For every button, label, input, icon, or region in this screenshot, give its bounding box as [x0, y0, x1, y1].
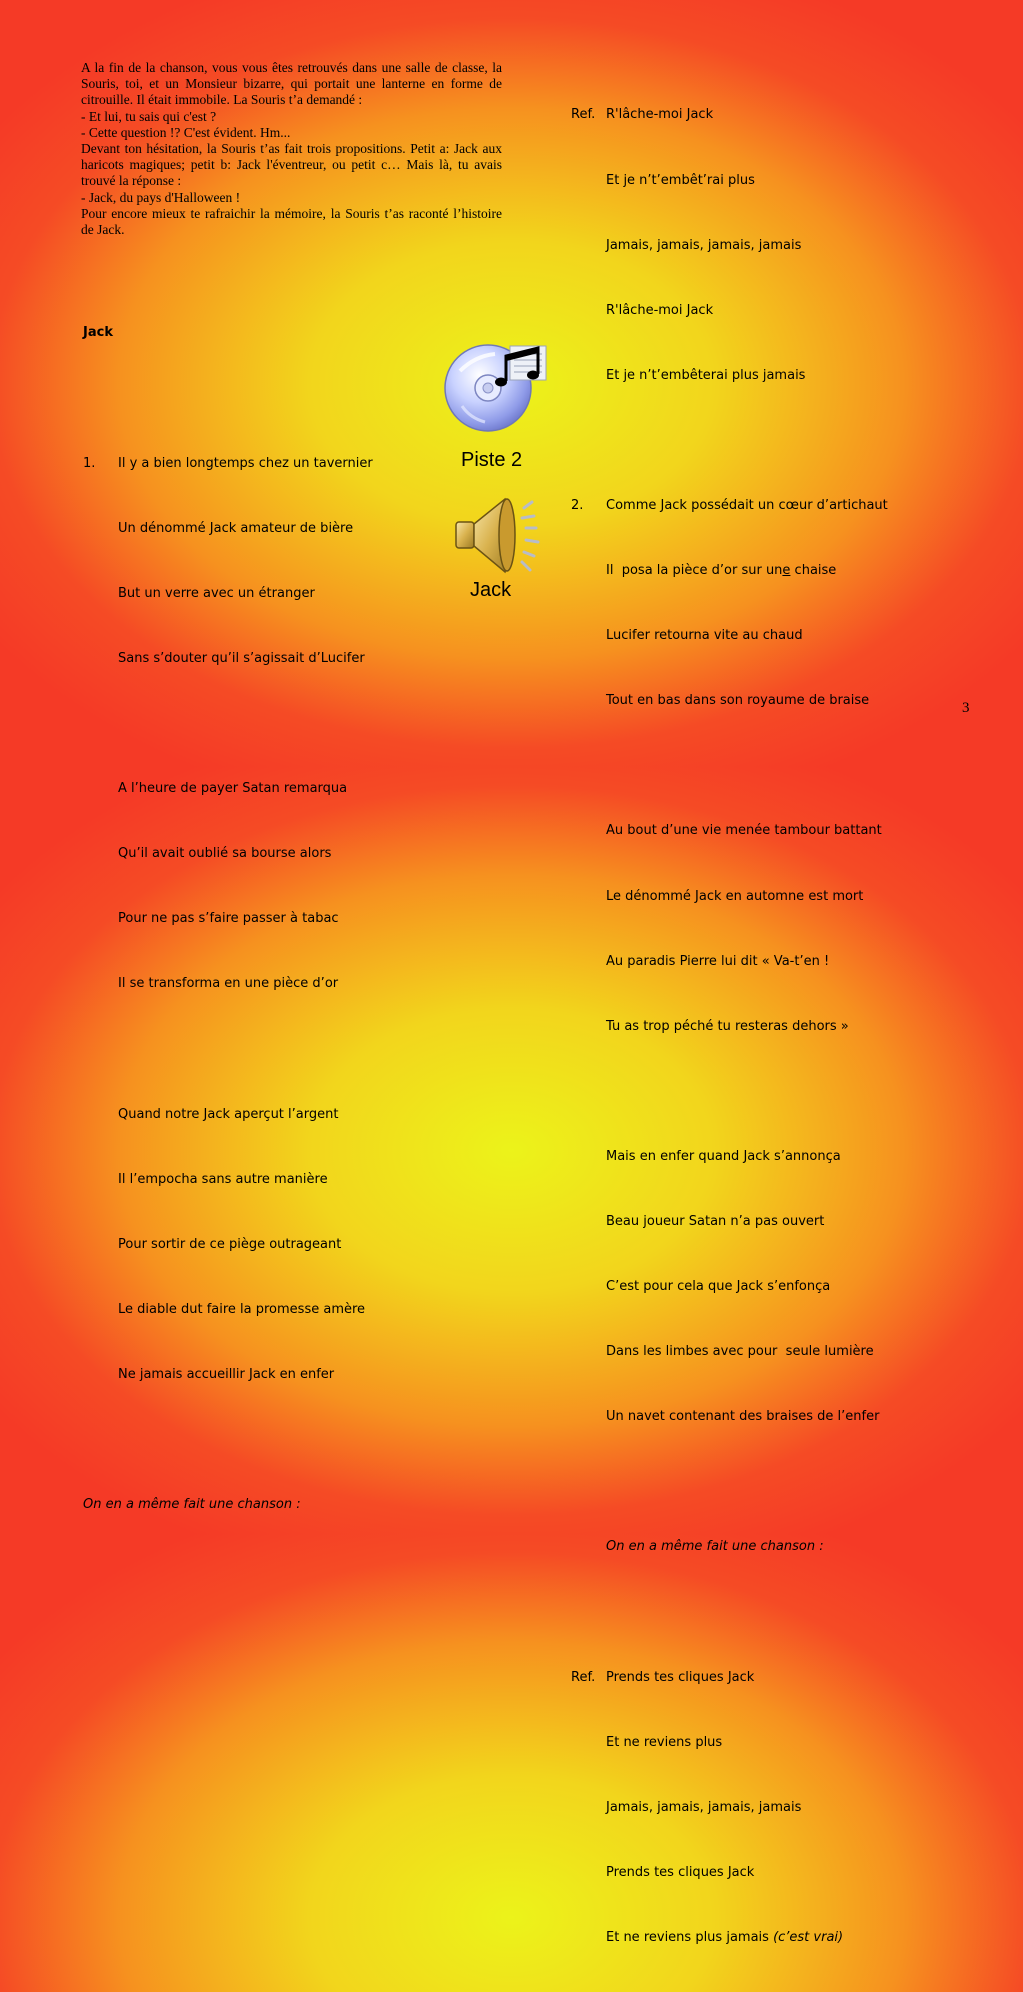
lyric-aside: (c’est vrai): [773, 1930, 844, 1946]
lyric-line: Jamais, jamais, jamais, jamais: [606, 1799, 802, 1815]
lyric-line: Tu as trop péché tu resteras dehors »: [606, 1018, 849, 1034]
lyric-line: Qu’il avait oublié sa bourse alors: [118, 846, 332, 862]
lyric-line: Le dénommé Jack en automne est mort: [606, 888, 864, 904]
lyric-line: Quand notre Jack aperçut l’argent: [118, 1106, 339, 1122]
page-number: 3: [962, 700, 970, 716]
chorus-intro: On en a même fait une chanson :: [606, 1539, 824, 1555]
intro-line: - Jack, du pays d'Halloween !: [81, 189, 241, 205]
lyric-line: Et ne reviens plus: [606, 1734, 723, 1750]
cd-music-icon[interactable]: [440, 336, 550, 436]
intro-line: Pour encore mieux te rafraichir la mémoire, la Souris t’as raconté l’histoire de Jack.: [81, 205, 502, 238]
lyric-line: [606, 560, 836, 582]
lyric-line: Pour sortir de ce piège outrageant: [118, 1236, 342, 1252]
lyric-line: Jamais, jamais, jamais, jamais: [606, 237, 802, 253]
lyric-line: Prends tes cliques Jack: [606, 1669, 755, 1685]
lyric-line: But un verre avec un étranger: [118, 585, 315, 601]
lyric-line: Lucifer retourna vite au chaud: [606, 628, 803, 644]
speaker-icon[interactable]: [450, 494, 550, 579]
lyric-line: Pour ne pas s’faire passer à tabac: [118, 911, 339, 927]
lyric-line: R'lâche-moi Jack: [606, 302, 714, 318]
lyric-line: R'lâche-moi Jack: [606, 107, 714, 123]
lyric-line: Au bout d’une vie menée tambour battant: [606, 823, 882, 839]
lyric-line: Comme Jack possédait un cœur d’artichaut: [606, 497, 888, 513]
lyric-line: A l’heure de payer Satan remarqua: [118, 781, 348, 797]
lyric-line: Et je n’t’embêterai plus jamais: [606, 367, 806, 383]
intro-line: Devant ton hésitation, la Souris t’as fait trois propositions. Petit a: Jack aux haricots magiques; petit b: Jack l'éventreur, ou petit c… Mais là, tu avais trouvé la réponse :: [81, 141, 502, 189]
lyric-line: Tout en bas dans son royaume de braise: [606, 693, 870, 709]
lyric-line: Il se transforma en une pièce d’or: [118, 976, 339, 992]
speaker-label: Jack: [470, 579, 512, 601]
lyric-line: [606, 1927, 843, 1949]
intro-line: A la fin de la chanson, vous vous êtes retrouvés dans une salle de classe, la Souris, toi, et un Monsieur bizarre, qui portait une lanterne en forme de citrouille. Il était immobile. La Souris t’a demandé :: [81, 60, 502, 108]
lyric-fragment: chaise: [790, 563, 837, 579]
verse-number: 2.: [571, 497, 584, 513]
lyric-line: Prends tes cliques Jack: [606, 1864, 755, 1880]
lyric-line: Un dénommé Jack amateur de bière: [118, 520, 354, 536]
lyric-line: Il l’empocha sans autre manière: [118, 1171, 328, 1187]
lyric-line: Sans s’douter qu’il s’agissait d’Lucifer: [118, 650, 365, 666]
chorus-intro: On en a même fait une chanson :: [83, 1497, 301, 1513]
intro-line: - Et lui, tu sais qui c'est ?: [81, 108, 217, 124]
underlined-letter: e: [782, 563, 791, 579]
lyric-fragment: Et ne reviens plus jamais: [606, 1930, 774, 1946]
lyric-line: Ne jamais accueillir Jack en enfer: [118, 1366, 335, 1382]
intro-line: - Cette question !? C'est évident. Hm...: [81, 124, 291, 140]
lyric-line: Le diable dut faire la promesse amère: [118, 1301, 366, 1317]
lyric-line: Mais en enfer quand Jack s’annonça: [606, 1148, 841, 1164]
lyric-line: C’est pour cela que Jack s’enfonça: [606, 1279, 831, 1295]
verse-number: 1.: [83, 455, 96, 471]
refrain-prefix: Ref.: [571, 107, 596, 123]
lyric-fragment: Il posa la pièce d’or sur un: [606, 563, 783, 579]
song-title: Jack: [83, 325, 113, 341]
lyric-line: Il y a bien longtemps chez un tavernier: [118, 455, 373, 471]
lyric-line: Beau joueur Satan n’a pas ouvert: [606, 1214, 825, 1229]
intro-paragraph: [81, 60, 502, 238]
lyric-line: Dans les limbes avec pour seule lumière: [606, 1344, 874, 1360]
song-left-column: [83, 279, 373, 1537]
lyric-line: Et je n’t’embêt’rai plus: [606, 172, 755, 188]
refrain-prefix: Ref.: [571, 1669, 596, 1685]
lyric-line: Un navet contenant des braises de l’enfer: [606, 1409, 880, 1425]
song-right-column: [571, 61, 888, 1970]
track-label: Piste 2: [461, 449, 523, 471]
lyric-line: Au paradis Pierre lui dit « Va-t’en !: [606, 953, 830, 969]
